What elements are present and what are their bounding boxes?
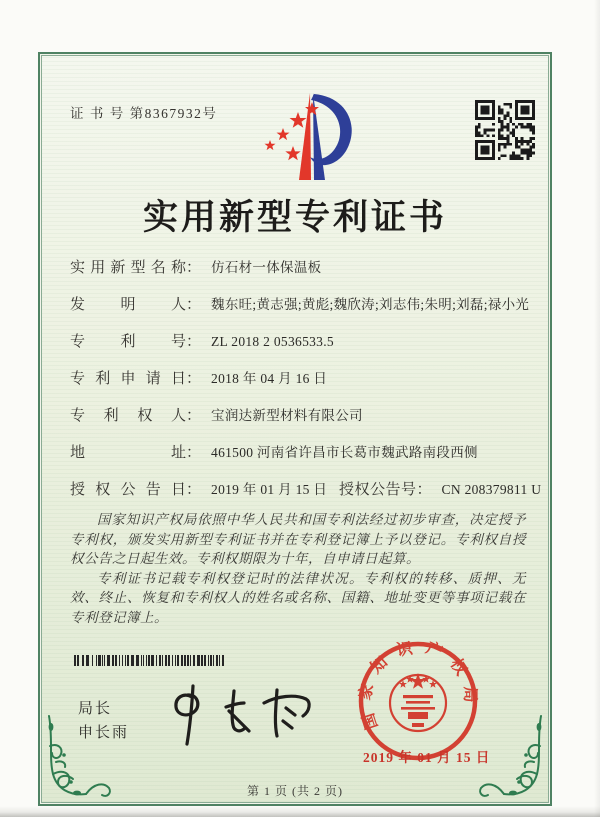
field-row-filing-date bbox=[70, 367, 524, 390]
field-colon: ： bbox=[186, 260, 202, 276]
certificate-title: 实用新型专利证书 bbox=[142, 198, 447, 237]
field-row-grant bbox=[70, 478, 542, 501]
field-row-patentee bbox=[70, 404, 524, 427]
field-value: ZL 2018 2 0536533.5 bbox=[211, 334, 334, 349]
legal-text bbox=[70, 510, 526, 627]
field-value: 461500 河南省许昌市长葛市魏武路南段西侧 bbox=[211, 445, 478, 460]
field-value: 宝润达新型材料有限公司 bbox=[211, 408, 363, 423]
field-value: 魏东旺;黄志强;黄彪;魏欣涛;刘志伟;朱明;刘磊;禄小光 bbox=[211, 297, 530, 312]
page-footer: 第 1 页 (共 2 页) bbox=[247, 784, 343, 798]
photo-edge bbox=[594, 0, 600, 817]
director-title: 局长 bbox=[78, 701, 113, 717]
field-row-name bbox=[70, 256, 524, 279]
seal-text: 国家知识产权局 bbox=[356, 639, 479, 732]
field-label: 地址 bbox=[70, 445, 186, 461]
field-colon: ： bbox=[186, 482, 202, 498]
field-label: 发明人 bbox=[70, 297, 186, 313]
photo-edge bbox=[0, 806, 600, 817]
national-emblem-icon bbox=[390, 673, 446, 731]
logo-stars bbox=[265, 102, 320, 160]
field-colon: ： bbox=[186, 371, 202, 387]
field-label: 实用新型名称 bbox=[70, 260, 186, 276]
field-colon: ： bbox=[186, 408, 202, 424]
official-seal bbox=[356, 639, 480, 763]
field-colon: ： bbox=[186, 445, 202, 461]
certificate-number: 证 书 号 第8367932号 bbox=[70, 106, 218, 121]
certificate-frame bbox=[38, 52, 552, 806]
seal-date: 2019 年 01 月 15 日 bbox=[363, 750, 491, 765]
field-colon: ： bbox=[186, 334, 202, 350]
director-name: 申长雨 bbox=[78, 725, 130, 741]
field-label: 专利号 bbox=[70, 334, 186, 350]
field-value: 仿石材一体保温板 bbox=[211, 260, 322, 275]
barcode bbox=[74, 653, 224, 664]
certificate-paper bbox=[41, 55, 549, 803]
field-row-inventors bbox=[70, 293, 530, 316]
legal-paragraph-2: 专利证书记载专利权登记时的法律状况。专利权的转移、质押、无效、终止、恢复和专利权人的姓名或名称、国籍、地址变更等事项记载在专利登记簿上。 bbox=[70, 570, 526, 625]
cnipa-logo-icon bbox=[254, 88, 362, 190]
legal-paragraph-1: 国家知识产权局依照中华人民共和国专利法经过初步审查，决定授予专利权，颁发实用新型专利证书并在专利登记簿上予以登记。专利权自授权公告之日起生效。专利权期限为十年，自申请日起算。 bbox=[70, 512, 526, 566]
field-row-address bbox=[70, 441, 524, 464]
corner-ornament-right-icon bbox=[474, 714, 546, 800]
field-list bbox=[70, 256, 542, 515]
field-value: 2019 年 01 月 15 日 bbox=[211, 482, 328, 497]
field-label: 授权公告号 bbox=[339, 482, 417, 498]
qr-code bbox=[475, 100, 535, 160]
corner-ornament-left-icon bbox=[44, 714, 116, 800]
field-value: 2018 年 04 月 16 日 bbox=[211, 371, 328, 386]
field-row-patent-no bbox=[70, 330, 524, 353]
signature-icon bbox=[160, 682, 320, 750]
field-label: 专利申请日 bbox=[70, 371, 186, 387]
field-label: 授权公告日 bbox=[70, 482, 186, 498]
field-label: 专利权人 bbox=[70, 408, 186, 424]
field-colon: ： bbox=[186, 297, 202, 313]
field-colon: ： bbox=[416, 482, 432, 498]
field-value: CN 208379811 U bbox=[441, 482, 542, 497]
